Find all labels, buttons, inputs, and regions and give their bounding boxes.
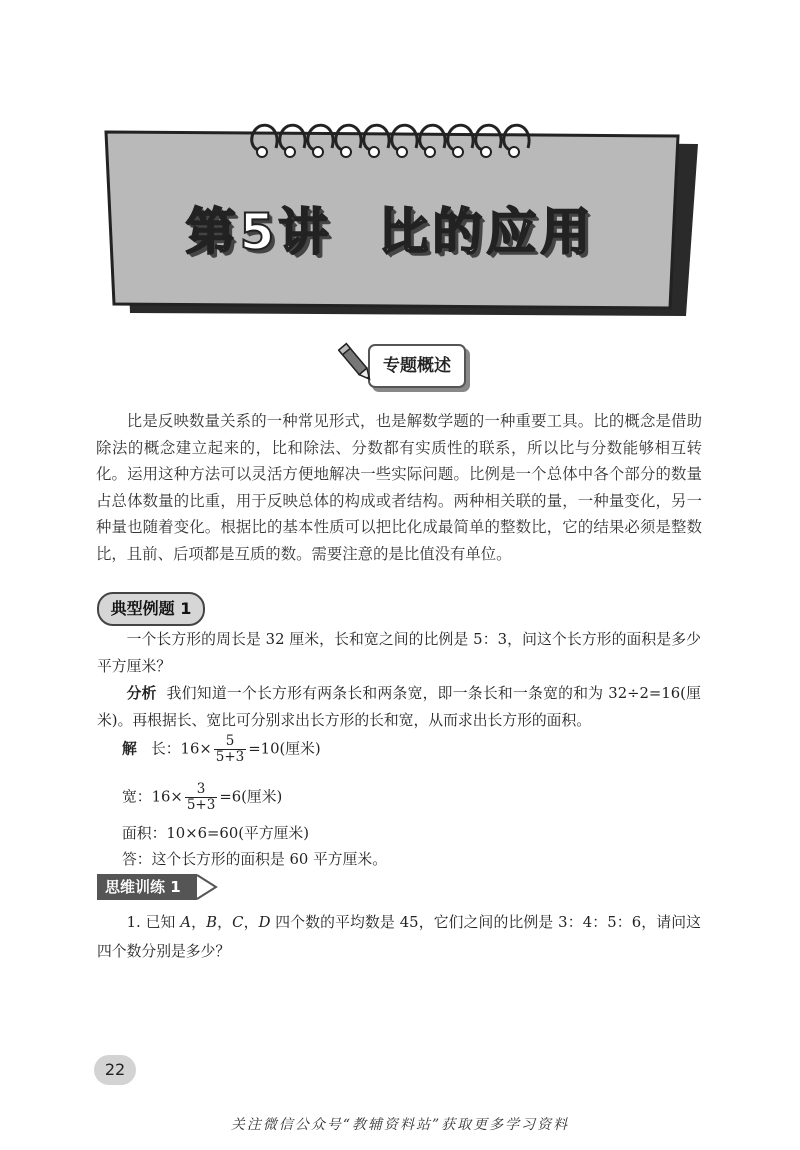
chapter-title xyxy=(120,192,660,264)
overview-tag: 专题概述 xyxy=(368,344,466,388)
lecture-topic: 比的应用 xyxy=(378,203,595,261)
separator: ， xyxy=(243,914,259,931)
var-d: D xyxy=(258,914,271,931)
arrow-right-icon xyxy=(196,874,218,900)
question-rest: 四个数的平均数是 45，它们之间的比例是 3：4：5：6，请问这四个数分别是多少？ xyxy=(97,914,701,960)
example-tag: 典型例题 1 xyxy=(97,592,205,626)
question-prefix: 1. 已知 xyxy=(126,914,181,931)
analysis-label: 分析 xyxy=(126,685,157,702)
solution-answer-line: 答：这个长方形的面积是 60 平方厘米。 xyxy=(122,851,387,868)
length-numerator: 5 xyxy=(214,734,247,750)
practice-question-1 xyxy=(97,908,701,966)
solution-label: 解 xyxy=(122,740,137,758)
lecture-number: 第5讲 xyxy=(185,203,333,261)
example-analysis xyxy=(97,680,701,734)
separator: ， xyxy=(217,914,233,931)
width-fraction xyxy=(185,782,218,813)
solution-width-line xyxy=(122,782,282,813)
pencil-icon xyxy=(338,340,374,386)
length-denominator: 5+3 xyxy=(215,749,245,765)
var-a: A xyxy=(180,914,192,931)
example-problem: 一个长方形的周长是 32 厘米，长和宽之间的比例是 5：3，问这个长方形的面积是多少平方厘米？ xyxy=(97,631,701,675)
practice-tag: 思维训练 1 xyxy=(97,874,197,900)
length-fraction xyxy=(214,734,247,765)
length-prefix: 长：16× xyxy=(150,740,212,758)
var-c: C xyxy=(232,914,244,931)
width-prefix: 宽：16× xyxy=(122,788,183,806)
solution-area-line: 面积：10×6=60(平方厘米) xyxy=(122,825,309,842)
width-denominator: 5+3 xyxy=(186,797,216,813)
overview-paragraph: 比是反映数量关系的一种常见形式，也是解数学题的一种重要工具。比的概念是借助除法的概念建立起来的，比和除法、分数都有实质性的联系，所以比与分数能够相互转化。运用这种方法可以灵活方便地解决一些实际问题。比例是一个总体中各个部分的数量占总体数量的比重，用于反映总体的构成或者结构。两种相关联的量，一种量变化，另一种量也随着变化。根据比的基本性质可以把比化成最简单的整数比，它的结果必须是整数比，且前、后项都是互质的数。需要注意的是比值没有单位。 xyxy=(96,412,702,563)
analysis-text: 我们知道一个长方形有两条长和两条宽，即一条长和一条宽的和为 32÷2=16(厘米)。再根据长、宽比可分别求出长方形的长和宽，从而求出长方形的面积。 xyxy=(97,685,701,729)
width-result: =6(厘米) xyxy=(219,788,283,806)
solution-length-line xyxy=(122,734,321,765)
separator: ， xyxy=(191,914,207,931)
length-result: =10(厘米) xyxy=(248,740,321,758)
width-numerator: 3 xyxy=(185,782,218,798)
var-b: B xyxy=(206,914,218,931)
footer-note: 关注微信公众号“教辅资料站”获取更多学习资料 xyxy=(230,1117,570,1133)
page-number: 22 xyxy=(94,1055,136,1085)
